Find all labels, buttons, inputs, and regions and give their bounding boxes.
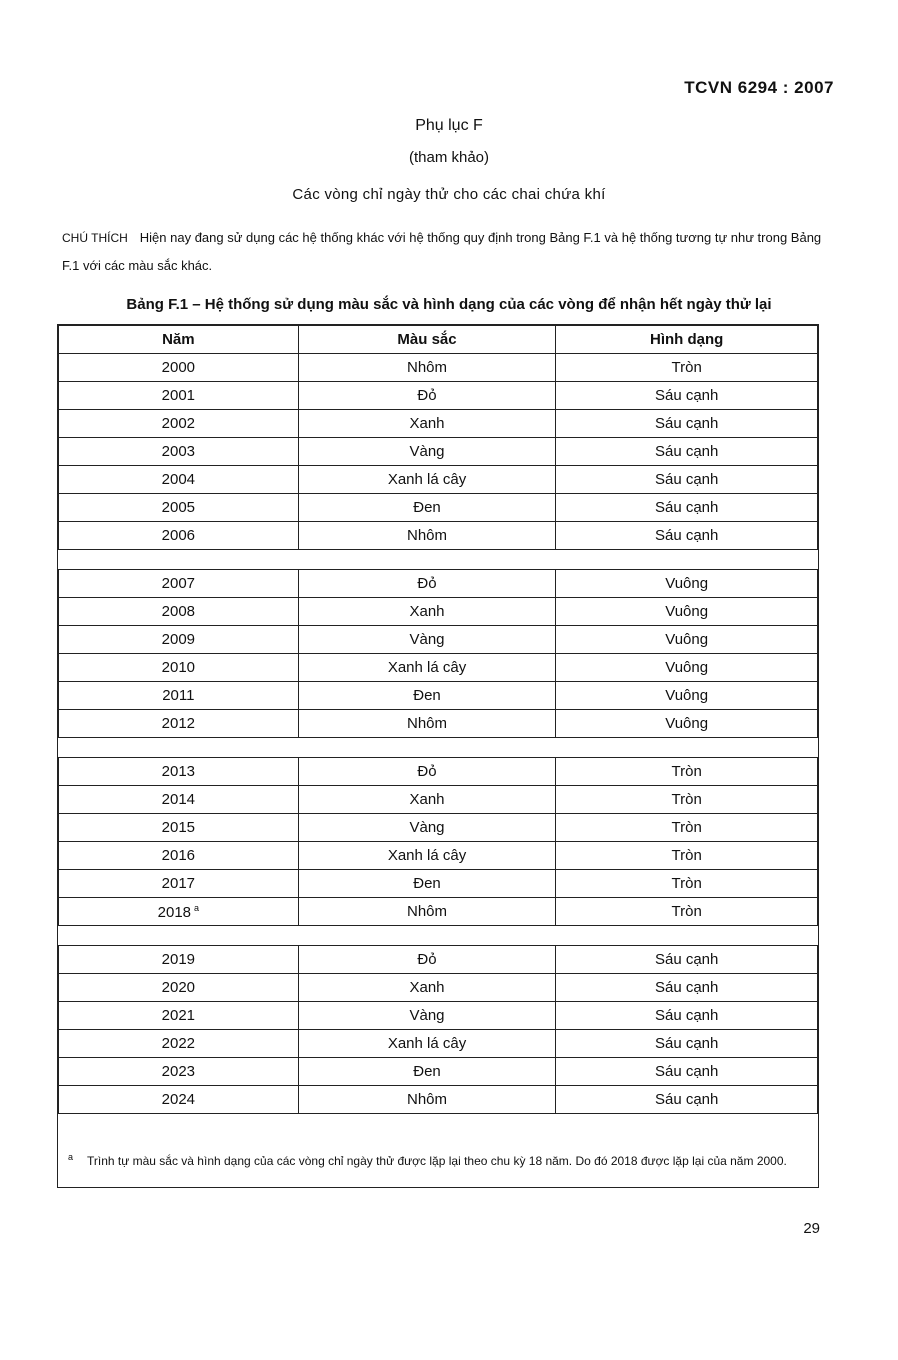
- cell-shape: Sáu cạnh: [556, 974, 818, 1002]
- cell-color: Xanh: [298, 598, 556, 626]
- cell-color: Nhôm: [298, 354, 556, 382]
- year-value: 2008: [161, 603, 196, 620]
- cell-year: [59, 654, 299, 682]
- year-value: 2001: [161, 387, 196, 404]
- year-value: 2014: [161, 791, 196, 808]
- cell-shape: Vuông: [556, 626, 818, 654]
- year-value: 2016: [161, 847, 196, 864]
- year-value: 2002: [161, 415, 196, 432]
- separator-cell: [59, 550, 818, 570]
- cell-year: [59, 570, 299, 598]
- note-text: Hiện nay đang sử dụng các hệ thống khác với hệ thống quy định trong Bảng F.1 và hệ thống tương tự như trong Bảng F.1 với các màu sắc khác.: [62, 230, 822, 273]
- cell-shape: Tròn: [556, 870, 818, 898]
- year-value: 2005: [161, 499, 196, 516]
- cell-color: Nhôm: [298, 710, 556, 738]
- cell-color: Vàng: [298, 1002, 556, 1030]
- cell-year: [59, 410, 299, 438]
- cell-shape: Vuông: [556, 682, 818, 710]
- cell-year: [59, 814, 299, 842]
- cell-shape: Vuông: [556, 710, 818, 738]
- cell-year: [59, 522, 299, 550]
- footnote-reference: a: [194, 902, 200, 913]
- group-separator-row: [59, 550, 818, 570]
- footnote-mark: a: [68, 1152, 74, 1162]
- table-row: [59, 814, 818, 842]
- year-value: 2007: [161, 575, 196, 592]
- table-row: [59, 494, 818, 522]
- cell-year: [59, 1086, 299, 1114]
- cell-year: [59, 710, 299, 738]
- cell-year: [59, 842, 299, 870]
- cell-shape: Sáu cạnh: [556, 1002, 818, 1030]
- year-value: 2012: [161, 715, 196, 732]
- cell-year: [59, 946, 299, 974]
- table-row: [59, 974, 818, 1002]
- cell-color: Xanh lá cây: [298, 1030, 556, 1058]
- year-value: 2018: [157, 903, 192, 921]
- table-row: [59, 410, 818, 438]
- year-value: 2013: [161, 763, 196, 780]
- cell-color: Xanh: [298, 410, 556, 438]
- cell-color: Nhôm: [298, 522, 556, 550]
- table-row: [59, 1002, 818, 1030]
- cell-color: Đỏ: [298, 570, 556, 598]
- table-row: [59, 438, 818, 466]
- cell-shape: Sáu cạnh: [556, 494, 818, 522]
- group-separator-row: [59, 926, 818, 946]
- cell-shape: Sáu cạnh: [556, 1058, 818, 1086]
- cell-shape: Sáu cạnh: [556, 1086, 818, 1114]
- table-row: [59, 598, 818, 626]
- table-row: [59, 758, 818, 786]
- cell-shape: Sáu cạnh: [556, 1030, 818, 1058]
- cell-shape: Sáu cạnh: [556, 466, 818, 494]
- year-value: 2022: [161, 1035, 196, 1052]
- year-value: 2023: [161, 1063, 196, 1080]
- table-row: [59, 570, 818, 598]
- cell-shape: Tròn: [556, 842, 818, 870]
- cell-shape: Tròn: [556, 786, 818, 814]
- table-row: [59, 898, 818, 926]
- cell-color: Đỏ: [298, 758, 556, 786]
- year-value: 2017: [161, 875, 196, 892]
- table-row: [59, 870, 818, 898]
- year-value: 2011: [162, 687, 195, 704]
- table-frame: [57, 324, 819, 1188]
- table-row: [59, 466, 818, 494]
- cell-color: Đen: [298, 682, 556, 710]
- table-row: [59, 946, 818, 974]
- cell-color: Vàng: [298, 438, 556, 466]
- year-value: 2003: [161, 443, 196, 460]
- year-value: 2006: [161, 527, 196, 544]
- cell-shape: Sáu cạnh: [556, 522, 818, 550]
- data-table: [58, 325, 818, 1114]
- cell-color: Vàng: [298, 626, 556, 654]
- cell-shape: Sáu cạnh: [556, 410, 818, 438]
- cell-color: Đen: [298, 870, 556, 898]
- cell-year: [59, 898, 299, 926]
- cell-year: [59, 626, 299, 654]
- table-row: [59, 382, 818, 410]
- column-header-year: Năm: [59, 326, 299, 354]
- cell-shape: Tròn: [556, 354, 818, 382]
- table-title: Bảng F.1 – Hệ thống sử dụng màu sắc và hình dạng của các vòng để nhận hết ngày thử lại: [126, 296, 772, 313]
- cell-shape: Sáu cạnh: [556, 438, 818, 466]
- year-value: 2010: [161, 659, 196, 676]
- cell-shape: Tròn: [556, 814, 818, 842]
- group-separator-row: [59, 738, 818, 758]
- table-body: [59, 354, 818, 1114]
- cell-color: Đỏ: [298, 382, 556, 410]
- appendix-title: Phụ lục F: [415, 117, 483, 134]
- year-value: 2021: [161, 1007, 196, 1024]
- cell-year: [59, 758, 299, 786]
- note-paragraph: [62, 224, 834, 280]
- table-row: [59, 522, 818, 550]
- cell-year: [59, 494, 299, 522]
- year-value: 2019: [161, 951, 196, 968]
- table-row: [59, 354, 818, 382]
- table-row: [59, 654, 818, 682]
- cell-year: [59, 974, 299, 1002]
- cell-color: Đen: [298, 494, 556, 522]
- cell-year: [59, 1030, 299, 1058]
- cell-color: Nhôm: [298, 1086, 556, 1114]
- year-value: 2004: [161, 471, 196, 488]
- year-value: 2000: [161, 359, 196, 376]
- note-label: CHÚ THÍCH: [62, 231, 128, 245]
- separator-cell: [59, 926, 818, 946]
- standard-code: TCVN 6294 : 2007: [684, 78, 834, 97]
- table-header-row: [59, 326, 818, 354]
- year-value: 2020: [161, 979, 196, 996]
- cell-year: [59, 870, 299, 898]
- cell-year: [59, 786, 299, 814]
- cell-color: Nhôm: [298, 898, 556, 926]
- cell-year: [59, 1058, 299, 1086]
- cell-color: Đỏ: [298, 946, 556, 974]
- table-row: [59, 682, 818, 710]
- appendix-heading: Các vòng chỉ ngày thử cho các chai chứa khí: [292, 186, 606, 203]
- cell-year: [59, 598, 299, 626]
- cell-shape: Vuông: [556, 570, 818, 598]
- table-row: [59, 1086, 818, 1114]
- year-value: 2009: [161, 631, 196, 648]
- table-row: [59, 710, 818, 738]
- table-footnote: [68, 1149, 808, 1170]
- column-header-shape: Hình dạng: [556, 326, 818, 354]
- table-row: [59, 842, 818, 870]
- cell-year: [59, 466, 299, 494]
- column-header-color: Màu sắc: [298, 326, 556, 354]
- cell-year: [59, 382, 299, 410]
- cell-color: Vàng: [298, 814, 556, 842]
- cell-color: Xanh lá cây: [298, 654, 556, 682]
- table-row: [59, 626, 818, 654]
- cell-shape: Tròn: [556, 758, 818, 786]
- cell-color: Đen: [298, 1058, 556, 1086]
- cell-color: Xanh lá cây: [298, 842, 556, 870]
- cell-year: [59, 1002, 299, 1030]
- appendix-subtitle: (tham khảo): [408, 149, 490, 166]
- cell-shape: Vuông: [556, 654, 818, 682]
- year-value: 2024: [161, 1091, 196, 1108]
- cell-color: Xanh: [298, 786, 556, 814]
- year-value: 2015: [161, 819, 196, 836]
- cell-shape: Vuông: [556, 598, 818, 626]
- cell-color: Xanh: [298, 974, 556, 1002]
- table-row: [59, 1058, 818, 1086]
- footnote-text: Trình tự màu sắc và hình dạng của các vòng chỉ ngày thử được lặp lại theo chu kỳ 18 năm. Do đó 2018 được lặp lại của năm 2000.: [87, 1154, 787, 1168]
- cell-year: [59, 354, 299, 382]
- table-row: [59, 786, 818, 814]
- cell-shape: Sáu cạnh: [556, 382, 818, 410]
- cell-year: [59, 682, 299, 710]
- cell-year: [59, 438, 299, 466]
- table-row: [59, 1030, 818, 1058]
- cell-color: Xanh lá cây: [298, 466, 556, 494]
- page-number: 29: [803, 1220, 820, 1237]
- cell-shape: Sáu cạnh: [556, 946, 818, 974]
- separator-cell: [59, 738, 818, 758]
- cell-shape: Tròn: [556, 898, 818, 926]
